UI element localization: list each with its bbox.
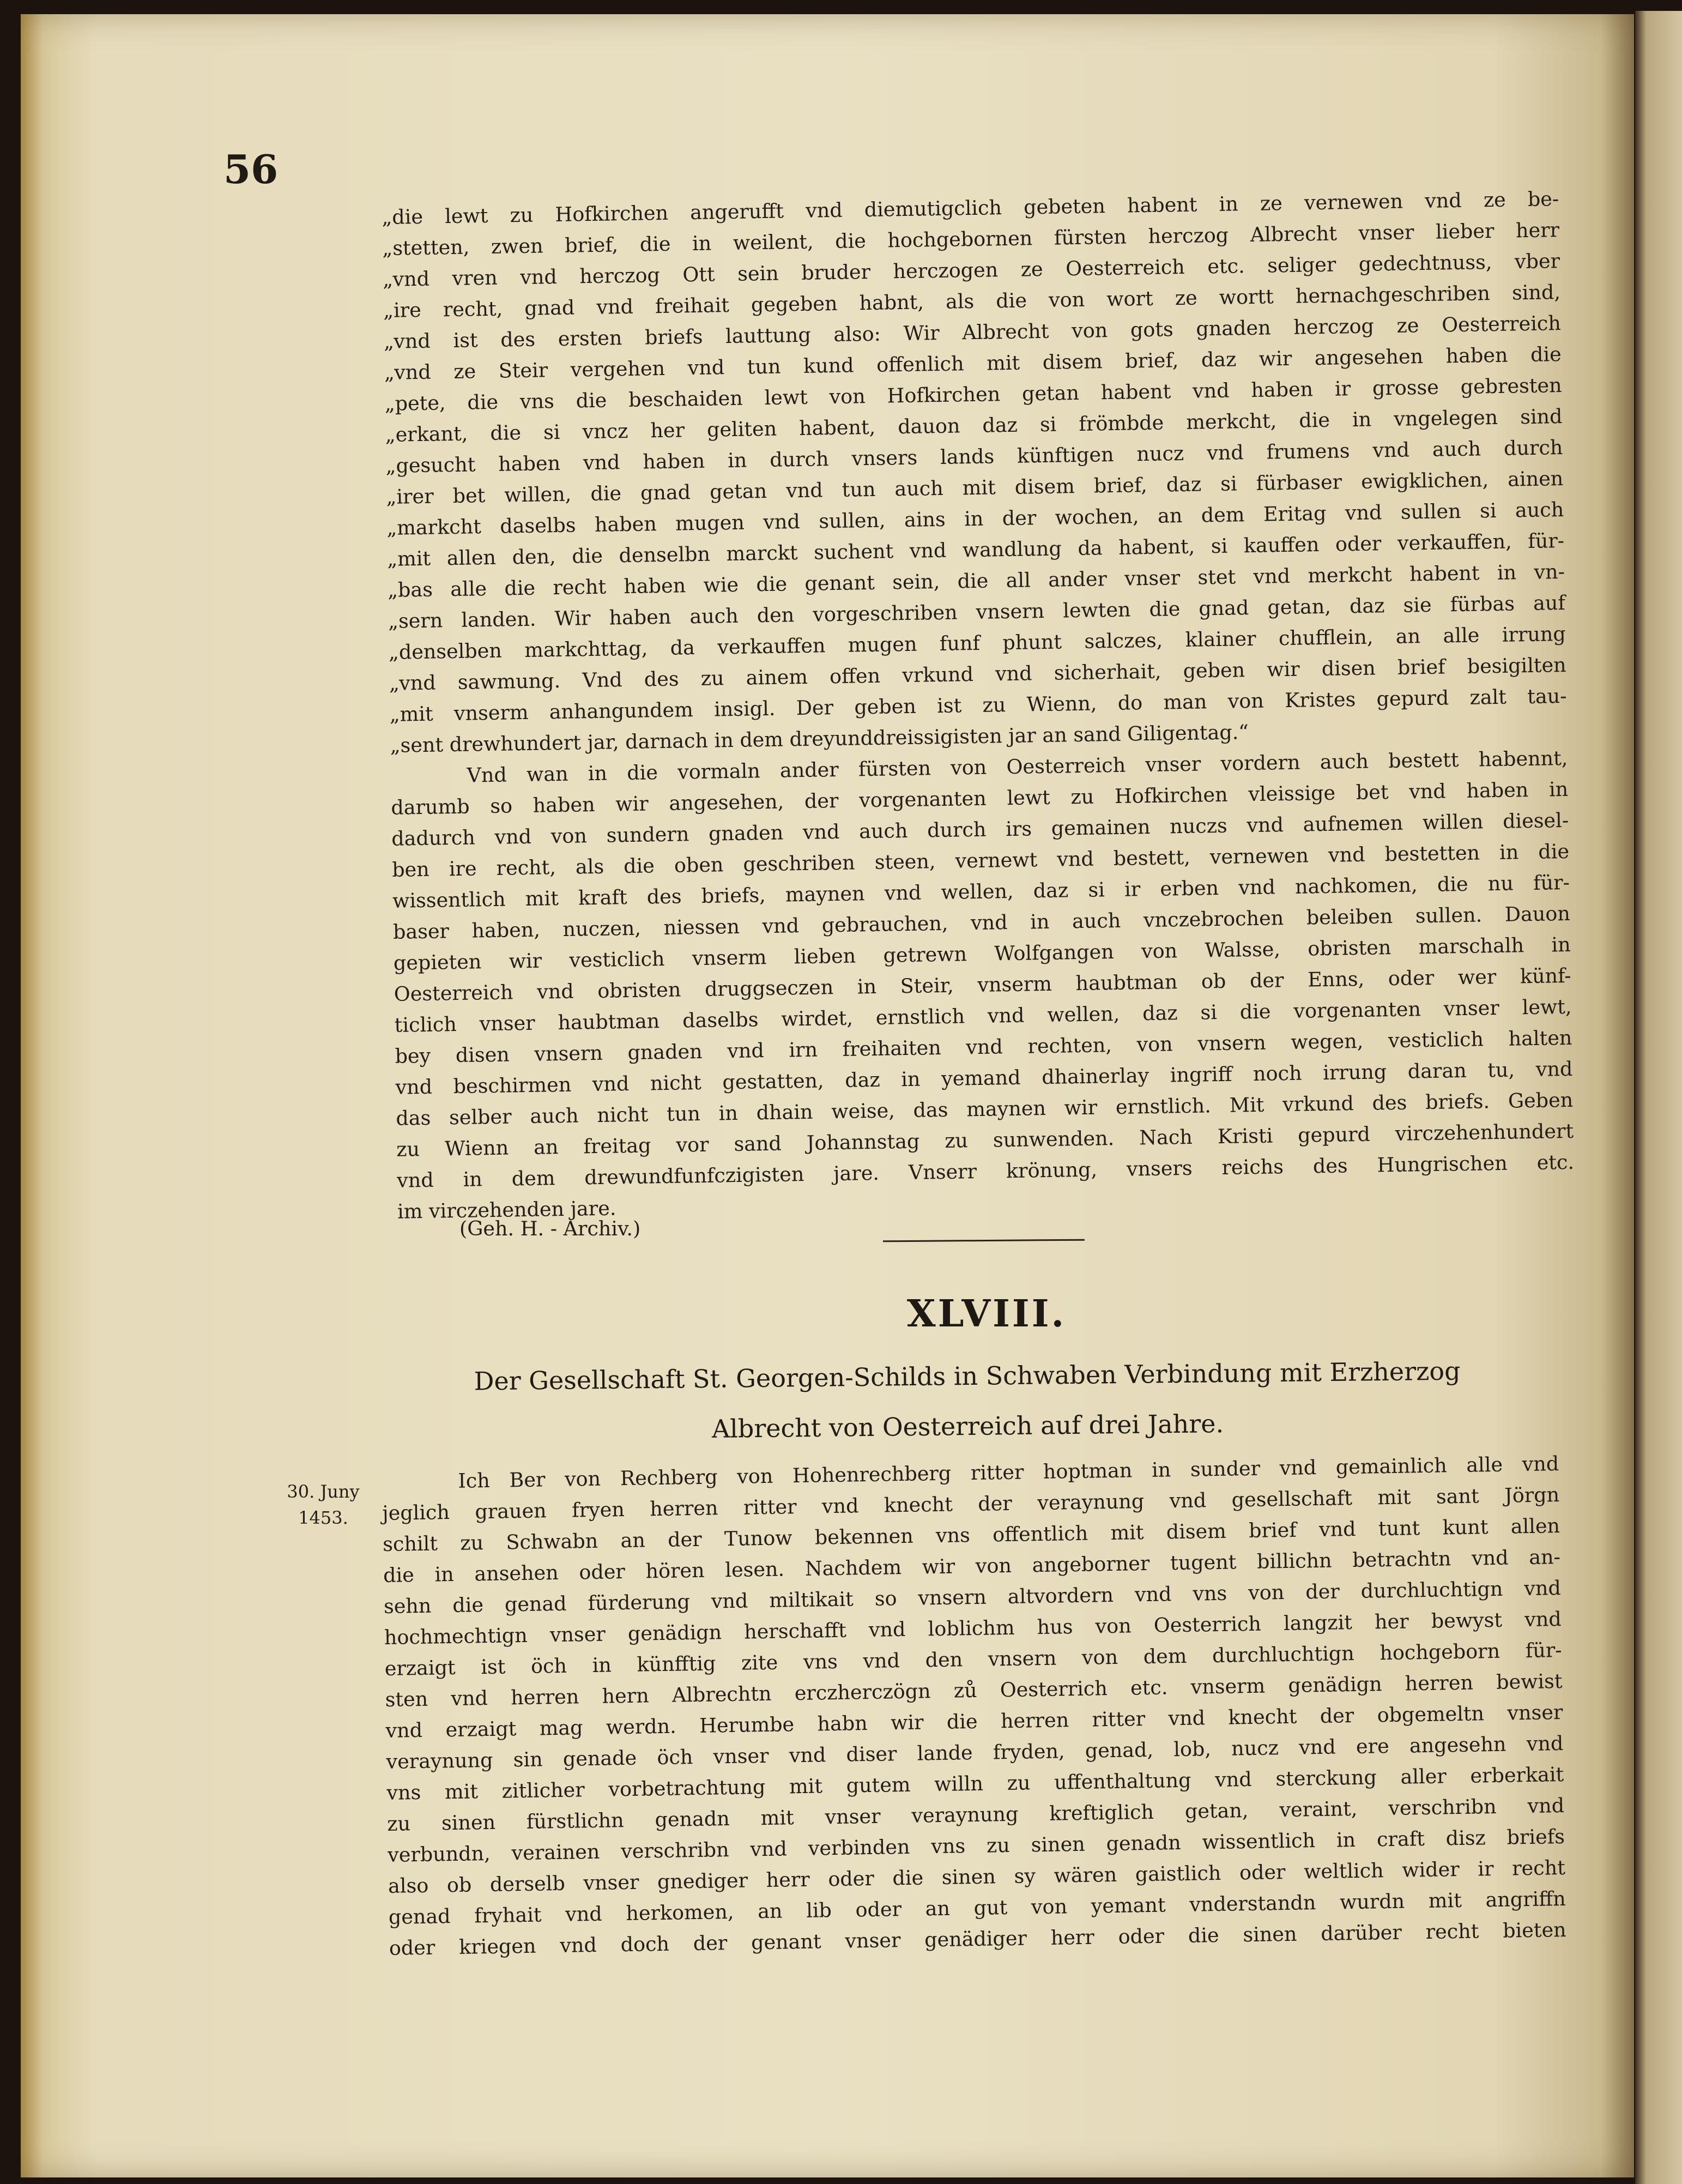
- facing-page-edge: [1635, 11, 1682, 2184]
- text-line: zu sinen fürstlichn genadn mit vnser veraynung kreftiglich getan, veraint, verschribn vnd: [386, 1793, 1565, 1836]
- text-line: „sern landen. Wir haben auch den vorgeschriben vnsern lewten die gnad getan, daz sie fürbas auf: [388, 590, 1566, 633]
- text-line: „sent drewhundert jar, darnach in dem dreyunddreissigisten jar an sand Giligentag.“: [390, 720, 1249, 757]
- text-line: oder kriegen vnd doch der genant vnser genädiger herr oder die sinen darüber recht bieten: [389, 1917, 1566, 1960]
- section-title-line-1: Der Gesellschaft St. Georgen-Schilds in Schwaben Verbindung mit Erzherzog: [474, 1356, 1461, 1396]
- text-line: vnd in dem drewundfunfczigisten jare. Vnserr krönung, vnsers reichs des Hungrischen etc.: [396, 1150, 1575, 1192]
- text-line: „vnd ist des ersten briefs lauttung also: Wir Albrecht von gots gnaden herczog ze Oesterreich: [383, 311, 1562, 353]
- text-line: verbundn, verainen verschribn vnd verbinden vns zu sinen genadn wissentlich in craft disz briefs: [387, 1824, 1565, 1867]
- text-line: sten vnd herren hern Albrechtn erczherczögn zů Oesterrich etc. vnserm genädign herren bewist: [385, 1669, 1563, 1711]
- text-line: veraynung sin genade öch vnser vnd diser lande fryden, genad, lob, nucz vnd ere angesehn vnd: [386, 1731, 1564, 1773]
- text-line: das selber auch nicht tun in dhain weise, das maynen wir ernstlich. Mit vrkund des briefs. Geben: [396, 1088, 1574, 1130]
- text-line: vnd beschirmen vnd nicht gestatten, daz in yemand dhainerlay ingriff noch irrung daran tu, vnd: [395, 1057, 1573, 1099]
- text-line: „ire recht, gnad vnd freihait gegeben habnt, als die von wort ze wortt hernachgeschriben sind,: [383, 280, 1561, 322]
- text-line: „vnd ze Steir vergehen vnd tun kund offenlich mit disem brief, daz wir angesehen haben die: [384, 342, 1562, 384]
- text-line: Ich Ber von Rechberg von Hohenrechberg ritter hoptman in sunder vnd gemainlich alle vnd: [458, 1452, 1559, 1493]
- text-line: zu Wienn an freitag vor sand Johannstag zu sunwenden. Nach Kristi gepurd virczehenhundert: [396, 1119, 1574, 1161]
- text-line: „stetten, zwen brief, die in weilent, die hochgebornen fürsten herczog Albrecht vnser lieber herr: [382, 218, 1560, 260]
- text-line: baser haben, nuczen, niessen vnd gebrauchen, vnd in auch vnczebrochen beleiben sullen. Dauon: [392, 901, 1571, 944]
- margin-date-note: [271, 1479, 375, 1531]
- margin-year: 1453.: [298, 1507, 348, 1528]
- text-line: die in ansehen oder hören lesen. Nachdem wir von angeborner tugent billichn betrachtn vnd an-: [383, 1545, 1561, 1587]
- document-text-2: [382, 1448, 1566, 1964]
- section-title: [381, 1345, 1554, 1458]
- text-line: jeglich grauen fryen herren ritter vnd knecht der veraynung vnd gesellschaft mit sant Jörgn: [382, 1483, 1560, 1525]
- text-line: im virczehenden jare.: [397, 1196, 616, 1223]
- text-line: „erkant, die si vncz her geliten habent, dauon daz si frömbde merkcht, die in vngelegen sind: [385, 405, 1563, 447]
- text-line: genad fryhait vnd herkomen, an lib oder an gut von yemant vnderstandn wurdn mit angriffn: [388, 1886, 1566, 1929]
- text-line: „pete, die vns die beschaiden lewt von Hofkirchen getan habent vnd haben ir grosse gebresten: [384, 373, 1562, 415]
- text-line: darumb so haben wir angesehen, der vorgenanten lewt zu Hofkirchen vleissige bet vnd haben in: [391, 777, 1569, 819]
- text-line: „denselben markchttag, da verkauffen mugen funf phunt salczes, klainer chufflein, an alle irrung: [388, 622, 1566, 664]
- text-line: „markcht daselbs haben mugen vnd sullen, ains in der wochen, an dem Eritag vnd sullen si auch: [386, 498, 1564, 540]
- text-line: also ob derselb vnser gnediger herr oder die sinen sy wären gaistlich oder weltlich wider ir recht: [388, 1855, 1566, 1898]
- text-line: ben ire recht, als die oben geschriben steen, vernewt vnd bestett, vernewen vnd bestetten in die: [391, 839, 1570, 882]
- text-line: hochmechtign vnser genädign herschafft vnd loblichm hus von Oesterrich langzit her bewyst vnd: [384, 1607, 1562, 1649]
- text-line: „vnd sawmung. Vnd des zu ainem offen vrkund vnd sicherhait, geben wir disen brief besigilten: [389, 653, 1566, 695]
- page-number: 56: [223, 146, 279, 192]
- text-line: „bas alle die recht haben wie die genant sein, die all ander vnser stet vnd merkcht habent in vn-: [387, 559, 1565, 602]
- text-line: „vnd vren vnd herczog Ott sein bruder herczogen ze Oesterreich etc. seliger gedechtnuss, vber: [382, 249, 1560, 291]
- text-line: Vnd wan in die vormaln ander fürsten von Oesterreich vnser vordern auch bestett habennt,: [467, 746, 1568, 787]
- text-line: sehn die genad fürderung vnd miltikait so vnsern altvordern vnd vns von der durchluchtign vnd: [383, 1576, 1562, 1618]
- text-line: vnd erzaigt mag werdn. Herumbe habn wir die herren ritter vnd knecht der obgemeltn vnser: [385, 1700, 1563, 1742]
- text-line: schilt zu Schwabn an der Tunow bekennen vns offentlich mit disem brief vnd tunt kunt allen: [382, 1514, 1560, 1556]
- archive-source: (Geh. H. - Archiv.): [459, 1217, 641, 1240]
- document-text-1: [382, 183, 1575, 1227]
- text-line: wissentlich mit kraft des briefs, maynen vnd wellen, daz si ir erben vnd nachkomen, die nu für-: [392, 870, 1570, 913]
- text-line: erzaigt ist öch in künfftig zite vns vnd den vnsern von dem durchluchtign hochgeborn für-: [384, 1638, 1562, 1680]
- section-title-line-2: Albrecht von Oesterreich auf drei Jahre.: [711, 1409, 1224, 1444]
- text-line: „gesucht haben vnd haben in durch vnsers lands künftigen nucz vnd frumens vnd auch durch: [385, 436, 1563, 478]
- section-number: XLVIII.: [906, 1292, 1067, 1336]
- text-line: „die lewt zu Hofkirchen angerufft vnd diemutigclich gebeten habent in ze vernewen vnd ze be-: [382, 187, 1559, 229]
- margin-date: 30. Juny: [287, 1481, 360, 1502]
- text-line: „mit vnserm anhangundem insigl. Der geben ist zu Wienn, do man von Kristes gepurd zalt tau-: [389, 684, 1567, 726]
- text-line: dadurch vnd von sundern gnaden vnd auch durch irs gemainen nuczs vnd aufnemen willen diesel-: [391, 808, 1569, 850]
- text-line: „irer bet willen, die gnad getan vnd tun auch mit disem brief, daz si fürbaser ewigklichen, ainen: [386, 467, 1564, 509]
- text-line: Oesterreich vnd obristen druggseczen in Steir, vnserm haubtman ob der Enns, oder wer künf-: [394, 963, 1571, 1006]
- text-line: gepieten wir vesticlich vnserm lieben getrewn Wolfgangen von Walsse, obristen marschalh in: [393, 932, 1571, 975]
- text-line: vns mit zitlicher vorbetrachtung mit gutem willn zu uffenthaltung vnd sterckung aller erberkait: [386, 1763, 1564, 1805]
- text-line: ticlich vnser haubtman daselbs wirdet, ernstlich vnd wellen, daz si die vorgenanten vnser lewt,: [394, 994, 1572, 1037]
- text-line: „mit allen den, die denselbn marckt suchent vnd wandlung da habent, si kauffen oder verkauffen, für-: [386, 528, 1565, 571]
- text-line: bey disen vnsern gnaden vnd irn freihaiten vnd rechten, von vnsern wegen, vesticlich halten: [395, 1025, 1572, 1068]
